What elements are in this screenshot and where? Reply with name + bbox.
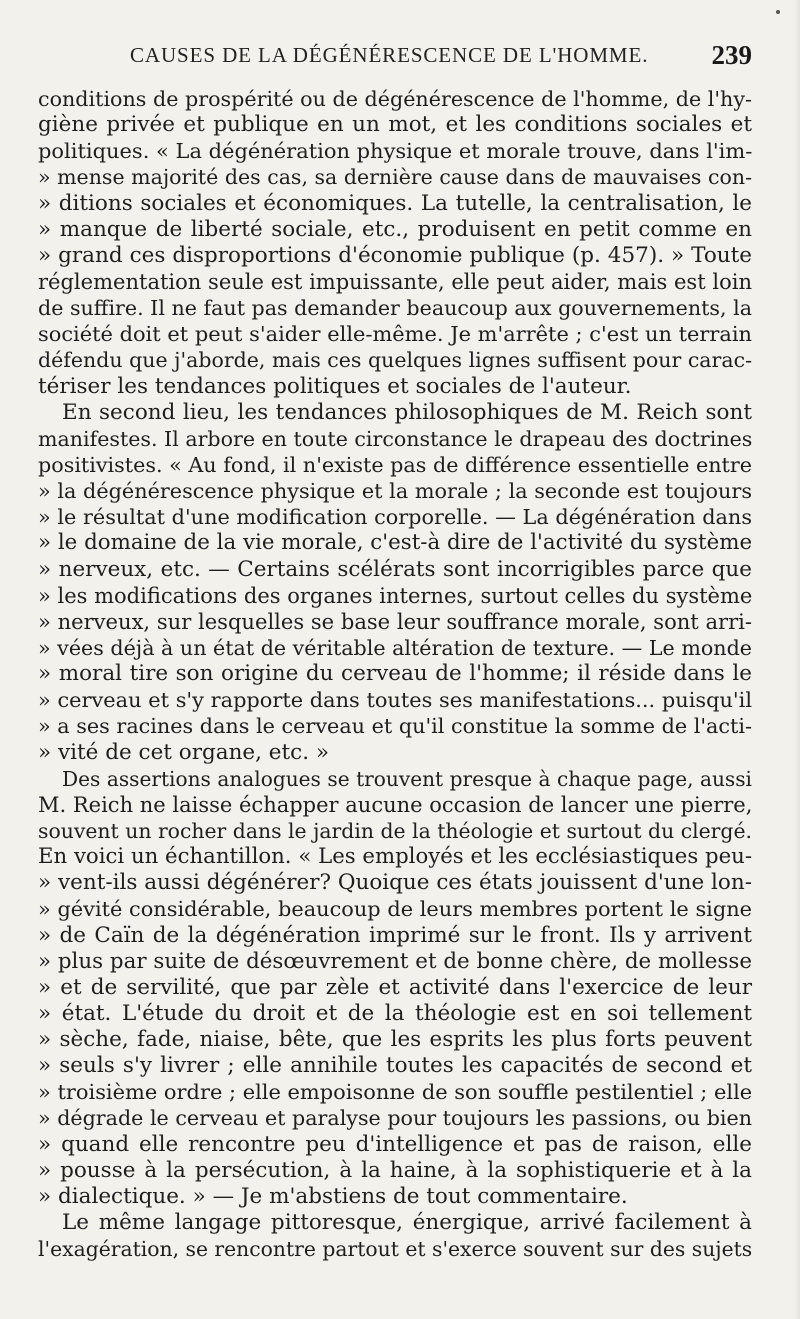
quote-line: » nerveux, sur lesquelles se base leur souffrance morale, sont arri- [38,608,752,634]
text-line: giène privée et publique en un mot, et les conditions sociales et [38,112,752,138]
page-edge-shadow [794,0,800,1319]
page-header [38,40,752,75]
quote-line: » de Caïn de la dégénération imprimé sur le front. Ils y arrivent [38,922,752,948]
quote-line: » seuls s'y livrer ; elle annihile toutes les capacités de second et [38,1053,752,1079]
text-line: » grand ces disproportions d'économie publique (p. 457). » Toute [38,242,752,268]
text-line: l'exagération, se rencontre partout et s'exerce souvent sur des sujets [38,1237,753,1262]
quote-line: » vées déjà à un état de véritable altération de texture. — Le monde [38,635,752,660]
text-line: » mense majorité des cas, sa dernière cause dans de mauvaises con- [38,165,752,190]
paragraph-start: En second lieu, les tendances philosophiques de M. Reich sont [62,399,752,425]
text-line: politiques. « La dégénération physique et morale trouve, dans l'im- [38,139,753,164]
text-line: manifestes. Il arbore en toute circonstance le drapeau des doctrines [38,426,753,451]
quote-line: » et de servilité, que par zèle et activité dans l'exercice de leur [38,974,752,1000]
text-line: de suffire. Il ne faut pas demander beaucoup aux gouvernements, la [38,296,752,321]
quote-line: » moral tire son origine du cerveau de l'homme; il réside dans le [38,661,752,687]
text-line: société doit et peut s'aider elle-même. Je m'arrête ; c'est un terrain [38,322,752,347]
text-line: défendu que j'aborde, mais ces quelques lignes suffisent pour carac- [38,348,752,373]
quote-line: » sèche, fade, niaise, bête, que les esprits les plus forts peuvent [38,1027,752,1053]
quote-line: » vent-ils aussi dégénérer? Quoique ces états jouissent d'une lon- [38,870,752,896]
text-line: » manque de liberté sociale, etc., produisent en petit comme en [38,216,752,242]
print-speck [776,10,780,14]
quote-line: » le domaine de la vie morale, c'est-à dire de l'activité du système [38,530,753,556]
text-line: positivistes. « Au fond, il n'existe pas de différence essentielle entre [38,452,752,477]
quote-line: » état. L'étude du droit et de la théologie est en soi tellement [38,1000,752,1026]
text-line: » ditions sociales et économiques. La tutelle, la centralisation, le [38,190,752,216]
quote-line: » les modifications des organes internes, surtout celles du système [38,583,753,608]
quote-line: » plus par suite de désœuvrement et de bonne chère, de mollesse [38,948,753,974]
paragraph-start: Le même langage pittoresque, énergique, arrivé facilement à [62,1210,752,1236]
quote-line: » troisième ordre ; elle empoisonne de son souffle pestilentiel ; elle [38,1080,753,1105]
quote-line: » quand elle rencontre peu d'intelligence et pas de raison, elle [38,1131,752,1157]
quote-line: » gévité considérable, beaucoup de leurs membres portent le signe [38,897,752,922]
text-line: tériser les tendances politiques et sociales de l'auteur. [38,373,632,399]
quote-line: » le résultat d'une modification corporelle. — La dégénération dans [38,505,752,530]
quote-line: » dégrade le cerveau et paralyse pour toujours les passions, ou bien [38,1106,752,1131]
quote-line: » pousse à la persécution, à la haine, à la sophistiquerie et à la [38,1157,752,1183]
page-number: 239 [711,40,752,70]
text-line: M. Reich ne laisse échapper aucune occasion de lancer une pierre, [38,792,753,817]
running-title: CAUSES DE LA DÉGÉNÉRESCENCE DE L'HOMME. [130,43,649,67]
text-line: réglementation seule est impuissante, elle peut aider, mais est loin [38,268,752,294]
text-line: En voici un échantillon. « Les employés et les ecclésiastiques peu- [38,844,752,870]
quote-line: » vité de cet organe, etc. » [38,739,330,765]
quote-line: » dialectique. » — Je m'abstiens de tout commentaire. [38,1183,628,1209]
quote-line: » la dégénérescence physique et la morale ; la seconde est toujours [38,479,752,504]
paragraph-start: Des assertions analogues se trouvent presque à chaque page, aussi [62,766,752,791]
quote-line: » a ses racines dans le cerveau et qu'il constitue la somme de l'acti- [38,714,752,739]
text-line: souvent un rocher dans le jardin de la théologie et surtout du clergé. [38,818,752,843]
text-line: conditions de prospérité ou de dégénérescence de l'homme, de l'hy- [38,87,752,111]
body-text [38,86,752,1262]
quote-line: » cerveau et s'y rapporte dans toutes ses manifestations... puisqu'il [38,688,752,713]
quote-line: » nerveux, etc. — Certains scélérats sont incorrigibles parce que [38,556,752,582]
